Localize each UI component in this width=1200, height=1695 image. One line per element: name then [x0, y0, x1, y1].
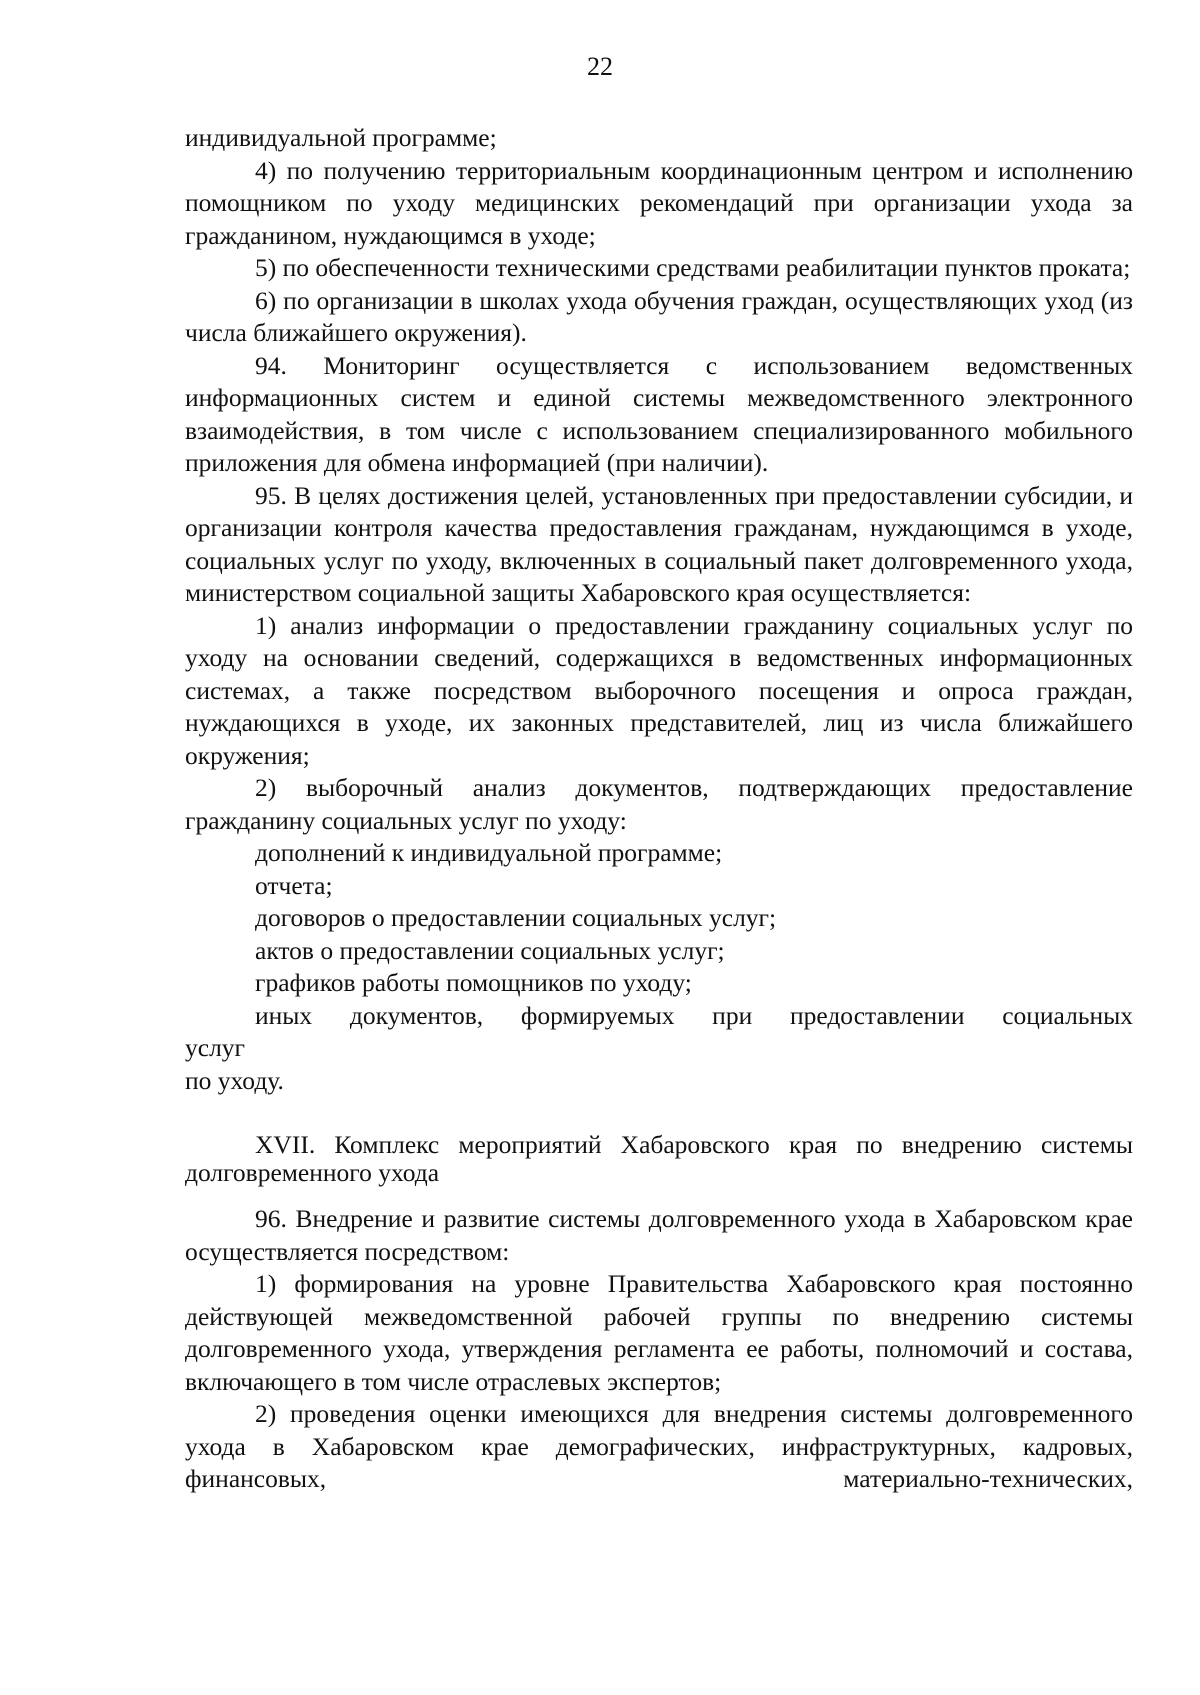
paragraph-95: 95. В целях достижения целей, установленных при предоставлении субсидии, и организации контроля качества предоставления гражданам, нуждающимся в уходе, социальных услуг по уходу, включенных в социальный пакет долговременного ухода, министерством социальной защиты Хабаровского края осуществляется:	[185, 480, 1133, 607]
section-gap	[185, 1097, 1133, 1131]
paragraph-96-item-1: 1) формирования на уровне Правительства Хабаровского края постоянно действующей межведомственной рабочей группы по внедрению системы долговременного ухода, утверждения регламента ее работы, полномочий и состава, включающего в том числе отраслевых экспертов;	[185, 1269, 1133, 1396]
list-item-additions: дополнений к индивидуальной программе;	[255, 838, 723, 867]
paragraph-continuation: индивидуальной программе;	[185, 123, 497, 152]
heading-gap	[185, 1187, 1133, 1203]
page-number: 22	[587, 52, 613, 81]
paragraph-96: 96. Внедрение и развитие системы долговременного ухода в Хабаровском крае осуществляется посредством:	[185, 1204, 1133, 1266]
paragraph-95-item-1: 1) анализ информации о предоставлении гражданину социальных услуг по уходу на основании сведений, содержащихся в ведомственных информационных системах, а также посредством выборочного посещения и опроса граждан, нуждающихся в уходе, их законных представителей, лиц из числа ближайшего окружения;	[185, 610, 1133, 770]
paragraph-item-4: 4) по получению территориальным координационным центром и исполнению помощником по уходу медицинских рекомендаций при организации ухода за гражданином, нуждающимся в уходе;	[185, 155, 1133, 250]
paragraph-95-item-2: 2) выборочный анализ документов, подтверждающих предоставление гражданину социальных услуг по уходу:	[185, 773, 1133, 835]
paragraph-item-5: 5) по обеспеченности техническими средствами реабилитации пунктов проката;	[255, 253, 1131, 282]
list-item-other-documents: иных документов, формируемых при предоставлении социальных	[255, 1000, 1133, 1030]
list-item-acts: актов о предоставлении социальных услуг;	[255, 935, 725, 965]
section-heading-xvii: XVII. Комплекс мероприятий Хабаровского края по внедрению системы долговременного ухода	[185, 1130, 1133, 1187]
list-item-report: отчета;	[255, 870, 333, 900]
list-item-other-documents-end: по уходу.	[185, 1065, 284, 1095]
list-item-contracts: договоров о предоставлении социальных услуг;	[255, 903, 777, 932]
document-body	[185, 122, 1133, 1496]
paragraph-item-6: 6) по организации в школах ухода обучения граждан, осуществляющих уход (из числа ближайшего окружения).	[185, 285, 1133, 347]
list-item-schedules: графиков работы помощников по уходу;	[255, 968, 692, 997]
paragraph-96-item-2: 2) проведения оценки имеющихся для внедрения системы долговременного ухода в Хабаровском крае демографических, инфраструктурных, кадровых, финансовых, материально-технических,	[185, 1399, 1133, 1493]
list-item-other-documents-cont: услуг	[185, 1033, 246, 1062]
paragraph-94: 94. Мониторинг осуществляется с использованием ведомственных информационных систем и единой системы межведомственного электронного взаимодействия, в том числе с использованием специализированного мобильного приложения для обмена информацией (при наличии).	[185, 350, 1133, 477]
